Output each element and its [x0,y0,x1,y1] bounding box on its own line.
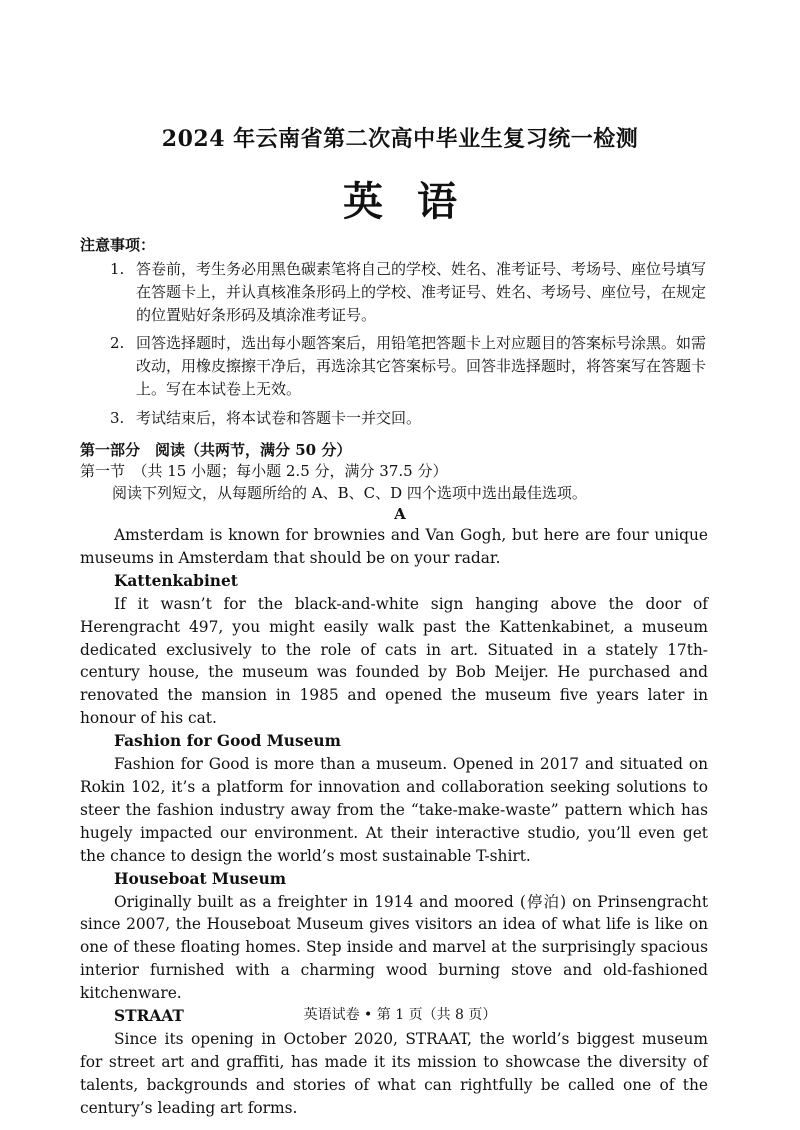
museum-paragraph: Originally built as a freighter in 1914 and moored (停泊) on Prinsengracht since 2007, the Houseboat Museum gives visitors an idea of what life is like on one of these floating homes. Step inside and marvel at the surprisingly spacious interior furnished with a charming wood burning stove and old-fashioned kitchenware. [80,892,708,1003]
part-title: 第一部分 阅读（共两节，满分 50 分） [80,441,352,459]
note-item [110,407,710,430]
note-number: 1. [110,260,125,278]
museum-heading: Houseboat Museum [114,869,287,888]
note-item [110,258,710,326]
museum-heading: Fashion for Good Museum [114,732,341,751]
notes-heading: 注意事项： [80,236,156,254]
museum-heading: Kattenkabinet [114,571,238,590]
subject-title: 英语 [343,178,491,225]
page-footer: 英语试卷 • 第 1 页（共 8 页） [303,1007,497,1023]
notes-list [110,258,710,436]
note-text: 答卷前，考生务必用黑色碳素笔将自己的学校、姓名、准考证号、考场号、座位号填写在答题卡上，并认真核准条形码上的学校、准考证号、姓名、考场号、座位号，在规定的位置贴好条形码及填涂准考证号。 [136,260,707,324]
passage-intro: Amsterdam is known for brownies and Van Gogh, but here are four unique museums in Amsterdam that should be on your radar. [80,526,708,567]
section-title: 第一节 （共 15 小题；每小题 2.5 分，满分 37.5 分） [80,462,448,480]
passage-letter: A [394,505,406,523]
note-item [110,332,710,400]
note-text: 回答选择题时，选出每小题答案后，用铅笔把答题卡上对应题目的答案标号涂黑。如需改动，用橡皮擦擦干净后，再选涂其它答案标号。回答非选择题时，将答案写在答题卡上。写在本试卷上无效。 [136,334,707,398]
note-number: 3. [110,408,125,427]
section-instruction: 阅读下列短文，从每题所给的 A、B、C、D 四个选项中选出最佳选项。 [112,484,587,502]
note-number: 2. [110,334,125,353]
museum-paragraph: If it wasn’t for the black-and-white sign hanging above the door of Herengracht 497, you might easily walk past the Kattenkabinet, a museum dedicated exclusively to the role of cats in art. Situated in a stately 17th-century house, the museum was founded by Bob Meijer. He purchased and renovated the mansion in 1985 and opened the museum five years later in honour of his cat. [80,594,708,728]
museum-heading: STRAAT [114,1007,184,1026]
note-text: 考试结束后，将本试卷和答题卡一并交回。 [136,408,422,427]
museum-paragraph: Since its opening in October 2020, STRAAT, the world’s biggest museum for street art and graffiti, has made it its mission to showcase the diversity of talents, backgrounds and stories of what can rightfully be called one of the century’s leading art forms. [80,1029,708,1117]
passage-body [80,524,708,1120]
exam-title: 2024 年云南省第二次高中毕业生复习统一检测 [161,126,639,152]
museum-paragraph: Fashion for Good is more than a museum. Opened in 2017 and situated on Rokin 102, it’s a platform for innovation and collaboration seeking solutions to steer the fashion industry away from the “take-make-waste” pattern which has hugely impacted our environment. At their interactive studio, you’ll even get the chance to design the world’s most sustainable T-shirt. [80,755,708,865]
